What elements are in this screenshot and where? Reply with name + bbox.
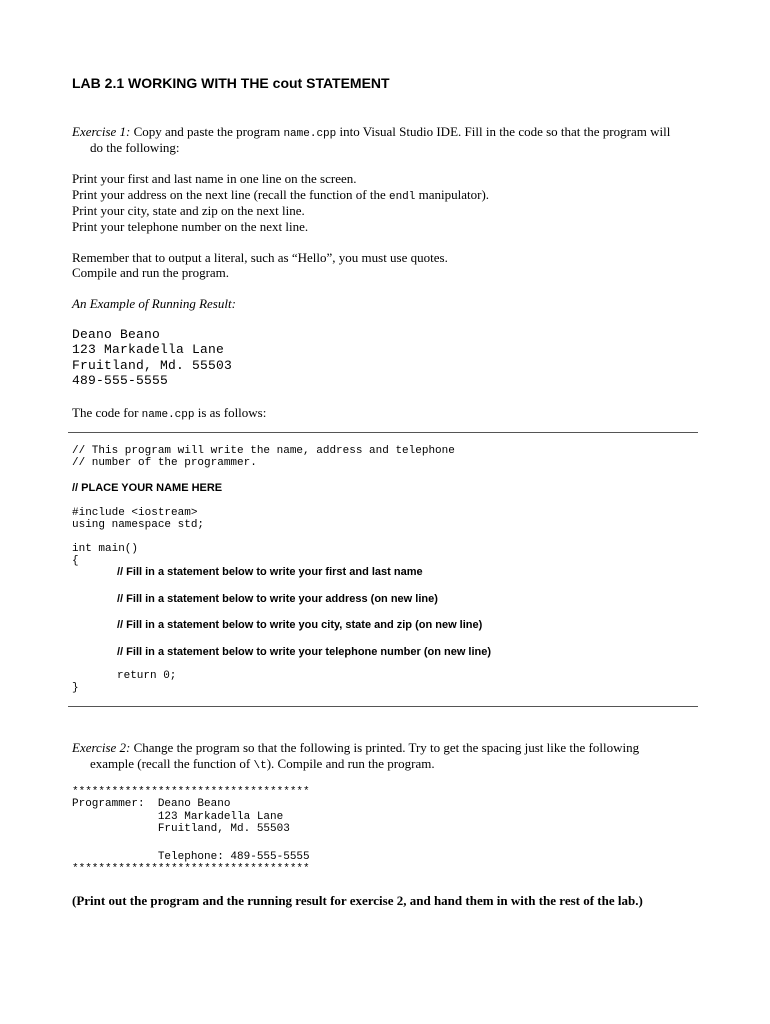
exercise-1-continued: do the following: bbox=[90, 140, 180, 155]
example-output-line-3: Fruitland, Md. 55503 bbox=[72, 358, 233, 373]
tab-escape-code: \t bbox=[253, 760, 267, 772]
exercise-2-text-b2: ). Compile and run the program. bbox=[266, 756, 435, 771]
code-main: int main() bbox=[72, 543, 139, 555]
instruction-2a: Print your address on the next line (recall the function of the bbox=[72, 187, 389, 202]
exercise-2-text-b1: example (recall the function of bbox=[90, 756, 254, 771]
exercise-2-label: Exercise 2: bbox=[72, 740, 131, 755]
reminder-line-2: Compile and run the program. bbox=[72, 265, 230, 280]
code-place-name: // PLACE YOUR NAME HERE bbox=[72, 482, 223, 494]
exercise-1-text-b: into Visual Studio IDE. Fill in the code so that the program will bbox=[336, 124, 671, 139]
ex2-row-4: Telephone: 489-555-5555 bbox=[72, 851, 310, 863]
exercise-1-text-a: Copy and paste the program bbox=[130, 124, 284, 139]
example-output-line-1: Deano Beano bbox=[72, 327, 161, 342]
code-intro-filename: name.cpp bbox=[141, 409, 195, 421]
code-bottom-rule bbox=[68, 706, 698, 707]
example-heading: An Example of Running Result: bbox=[72, 296, 236, 311]
instruction-line-3: Print your city, state and zip on the next line. bbox=[72, 203, 305, 218]
code-include: #include <iostream> bbox=[72, 507, 198, 519]
instruction-2b: manipulator). bbox=[415, 187, 490, 202]
reminder-line-1: Remember that to output a literal, such as “Hello”, you must use quotes. bbox=[72, 250, 448, 265]
example-output-line-4: 489-555-5555 bbox=[72, 373, 169, 388]
ex2-stars-bottom: ************************************ bbox=[72, 863, 310, 875]
code-fill-3: // Fill in a statement below to write you city, state and zip (on new line) bbox=[117, 619, 483, 631]
exercise-2-text-a: Change the program so that the following is printed. Try to get the spacing just like the following bbox=[130, 740, 640, 755]
exercise-1-label: Exercise 1: bbox=[72, 124, 131, 139]
code-comment-2: // number of the programmer. bbox=[72, 457, 257, 469]
code-fill-4: // Fill in a statement below to write your telephone number (on new line) bbox=[117, 646, 492, 658]
instruction-line-4: Print your telephone number on the next line. bbox=[72, 219, 309, 234]
filename-code: name.cpp bbox=[283, 128, 337, 140]
code-intro bbox=[72, 405, 266, 423]
exercise-2-continued bbox=[90, 756, 435, 774]
code-close-brace: } bbox=[72, 682, 79, 694]
ex2-row-1: Programmer: Deano Beano bbox=[72, 798, 231, 810]
ex2-row-2: 123 Markadella Lane bbox=[72, 811, 284, 823]
ex2-stars-top: ************************************ bbox=[72, 786, 310, 798]
code-fill-2: // Fill in a statement below to write your address (on new line) bbox=[117, 593, 438, 605]
final-note: (Print out the program and the running result for exercise 2, and hand them in with the rest of the lab.) bbox=[72, 893, 643, 908]
code-return: return 0; bbox=[117, 670, 177, 682]
page-title: LAB 2.1 WORKING WITH THE cout STATEMENT bbox=[72, 75, 390, 91]
code-comment-1: // This program will write the name, address and telephone bbox=[72, 445, 455, 457]
code-intro-b: is as follows: bbox=[194, 405, 267, 420]
code-intro-a: The code for bbox=[72, 405, 142, 420]
code-open-brace: { bbox=[72, 555, 79, 567]
exercise-2-text bbox=[72, 740, 639, 756]
ex2-row-3: Fruitland, Md. 55503 bbox=[72, 823, 290, 835]
instruction-line-1: Print your first and last name in one line on the screen. bbox=[72, 171, 357, 186]
code-top-rule bbox=[68, 432, 698, 433]
code-using: using namespace std; bbox=[72, 519, 205, 531]
endl-code: endl bbox=[388, 191, 416, 203]
code-fill-1: // Fill in a statement below to write your first and last name bbox=[117, 566, 423, 578]
example-output-line-2: 123 Markadella Lane bbox=[72, 342, 225, 357]
